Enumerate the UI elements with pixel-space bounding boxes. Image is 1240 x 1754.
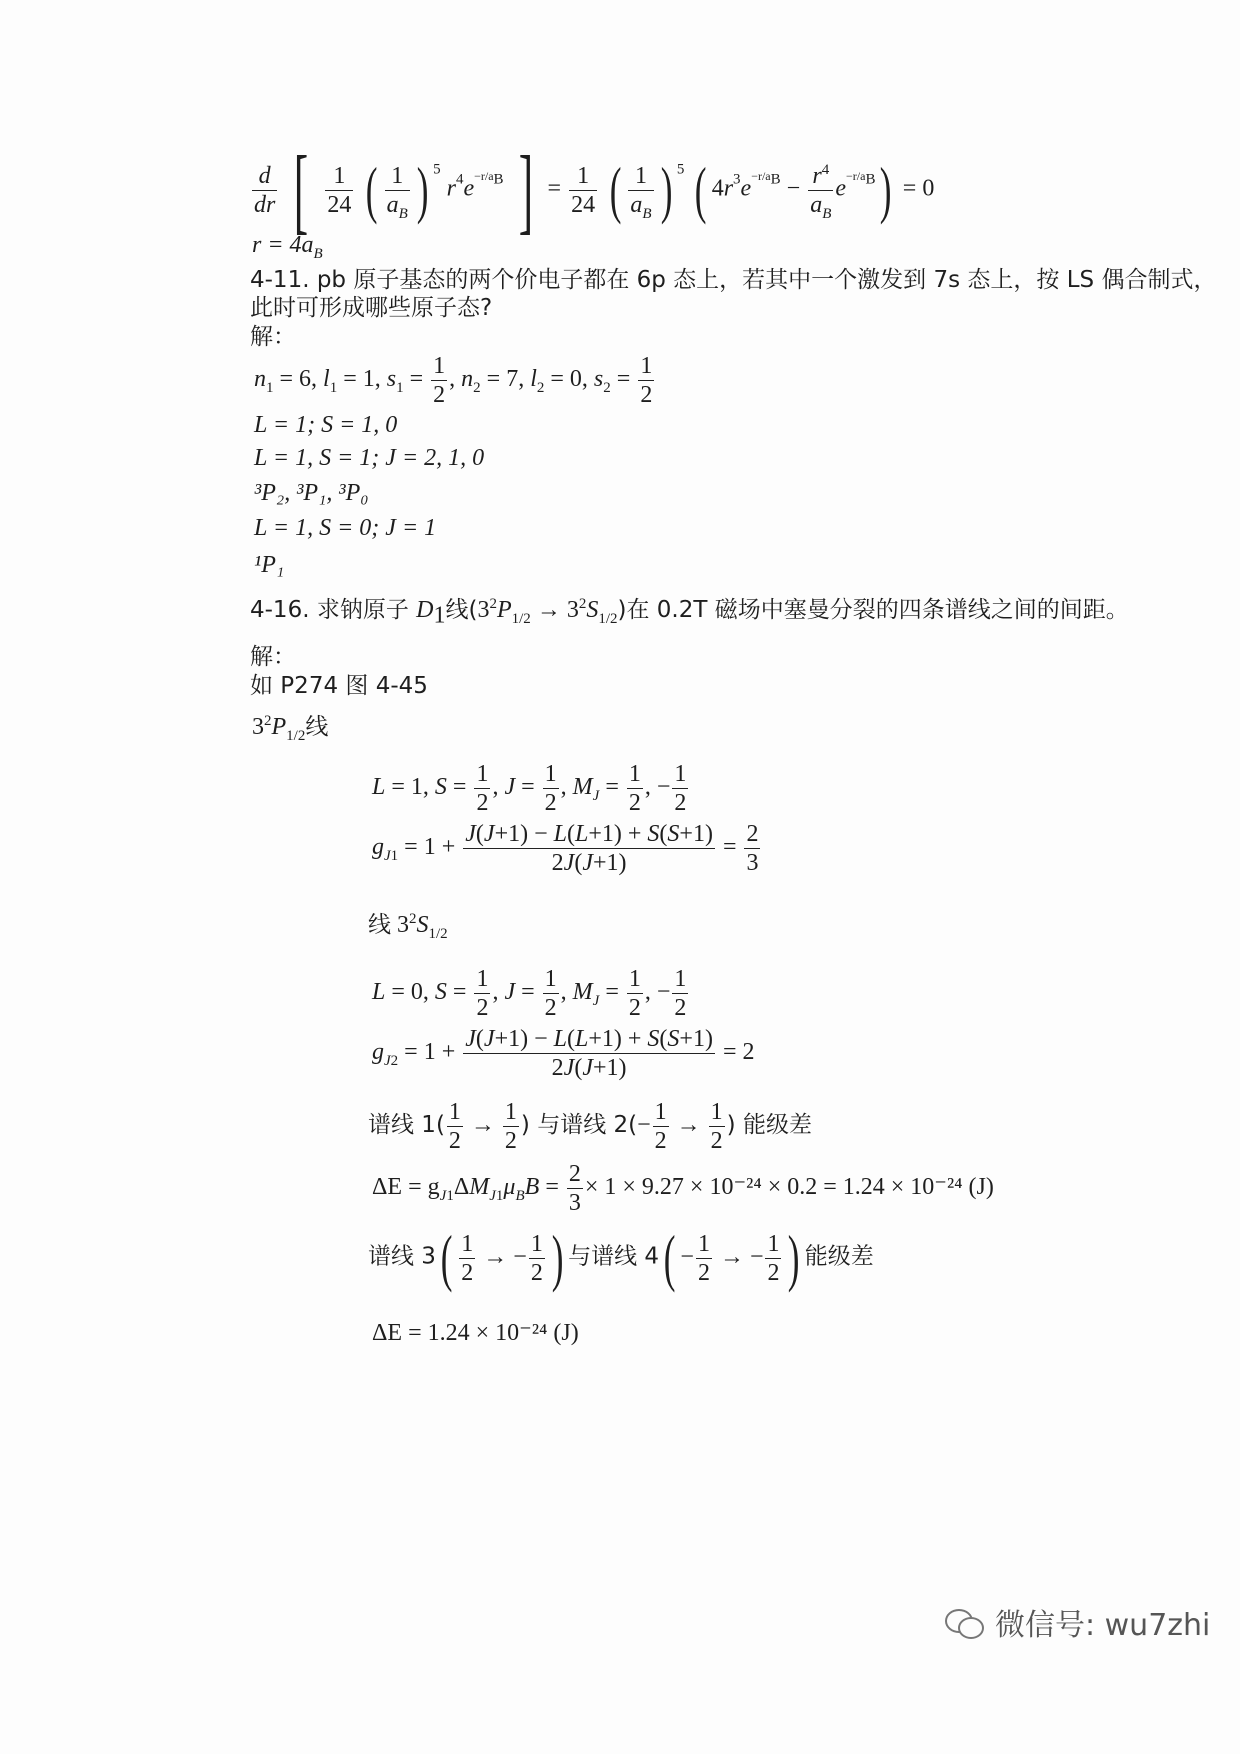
singlet-term: ¹P₁: [254, 552, 285, 578]
ls-line-1: L = 1; S = 1, 0: [254, 412, 398, 438]
p-level-quantum-numbers: L = 1, S = $\frac{1}{2}$ , J = $\frac{1}{2}$ , $M_J$ = $\frac{1}{2}$ , − $\frac{1}{2}$: [372, 761, 687, 816]
watermark: [945, 1600, 1210, 1644]
spectral-lines-1-2: 谱线 1( $\frac{1}{2}$ → $\frac{1}{2}$ ) 与谱线 2(− $\frac{1}{2}$ → $\frac{1}{2}$ ) 能级差: [368, 1099, 812, 1154]
deltaE1-head: ΔE = g: [372, 1174, 440, 1201]
question-4-16: 4-16. 求钠原子 $D_1$线$(3^2P_{1/2} \to 3^2S_{1/2})$在 0.2T 磁场中塞曼分裂的四条谱线之间的间距。: [250, 596, 1129, 629]
ls-line-2: L = 1, S = 1; J = 2, 1, 0: [254, 445, 485, 471]
spec34-b: 与谱线 4: [568, 1243, 660, 1270]
radius-sub: B: [313, 245, 323, 262]
solution-label-2: 解：: [250, 644, 296, 670]
p-level-heading: $3^2P_{1/2}$线: [252, 713, 329, 744]
spectral-lines-3-4: 谱线 3( $\frac{1}{2}$ → − $\frac{1}{2}$ ) 与谱线 4( − $\frac{1}{2}$ → − $\frac{1}{2}$ ) 能级差: [368, 1222, 874, 1293]
g-factor-1: $g_{J1} = 1$ + $\frac{J(J+1) - L(L+1) + S(S+1)}{2J(J+1)}$ = $\frac{2}{3}$: [372, 821, 759, 876]
s-level-heading: 线 $3^2S_{1/2}$: [368, 911, 448, 942]
spec12-b: ) 与谱线 2(: [520, 1112, 638, 1139]
q416-post: )在 0.2T 磁场中塞曼分裂的四条谱线之间的间距。: [617, 597, 1129, 623]
spec34-c: 能级差: [804, 1243, 874, 1270]
watermark-text: 微信号: wu7zhi: [995, 1608, 1211, 1643]
energy-difference-1: $\Delta E = g_{J1}\Delta M_{J1}\mu_BB$ = $\frac{2}{3}$ × 1 × 9.27 × 10⁻²⁴ × 0.2 = 1.24 × 10⁻²⁴ (J): [372, 1161, 994, 1216]
q416-d1: D: [416, 597, 434, 623]
solution-label-1: 解：: [250, 324, 296, 350]
spec12-c: ) 能级差: [726, 1112, 812, 1139]
q416-pre: 4-16. 求钠原子: [250, 597, 409, 623]
radius-result: [252, 230, 323, 260]
s-level-quantum-numbers: L = 0, S = $\frac{1}{2}$ , J = $\frac{1}{2}$ , $M_J$ = $\frac{1}{2}$ , − $\frac{1}{2}$: [372, 966, 687, 1021]
derivative-equation: $\frac{d}{dr}$ [ $\frac{1}{24}$ ( $\frac{1}{a_B}$ ) $^5$ $r^4e^{-r/a_B}$ ] = $\frac{1}{24}$ ( $\frac{1}{a_B}$ ) $^5$ ( $4r^3e^{-r/a_B}$ − $\frac{r^4}{a_B}$ $e^{-r/a_B}) = 0$: [254, 136, 935, 243]
spec34-a: 谱线 3: [368, 1243, 436, 1270]
deltaE1-tail: × 1 × 9.27 × 10⁻²⁴ × 0.2 = 1.24 × 10⁻²⁴ (J): [584, 1174, 994, 1201]
ls-line-3: L = 1, S = 0; J = 1: [254, 515, 437, 541]
energy-difference-2: ΔE = 1.24 × 10⁻²⁴ (J): [372, 1320, 579, 1346]
wechat-icon: [945, 1605, 985, 1639]
question-4-11-line2: 此时可形成哪些原子态?: [250, 295, 493, 321]
spec12-a: 谱线 1(: [368, 1112, 445, 1139]
quantum-numbers: $n_1 = 6$, $l_1 = 1$, $s_1$ = $\frac{1}{2}$ , $n_2 = 7$, $l_2 = 0$, $s_2$ = $\frac{1}{2}$: [254, 353, 653, 408]
figure-reference: 如 P274 图 4-45: [250, 673, 428, 699]
g2-result: = 2: [722, 1039, 755, 1066]
radius-text: r = 4a: [252, 232, 314, 258]
p-level-label: 线: [305, 714, 329, 740]
s-level-label: 线: [368, 912, 391, 938]
triplet-terms: ³P₂, ³P₁, ³P₀: [254, 480, 369, 506]
q416-mid: 线(: [445, 597, 478, 623]
question-4-11-line1: 4-11. pb 原子基态的两个价电子都在 6p 态上，若其中一个激发到 7s 态上，按 LS 偶合制式，: [250, 267, 1217, 293]
g-factor-2: $g_{J2} = 1$ + $\frac{J(J+1) - L(L+1) + S(S+1)}{2J(J+1)}$ = 2: [372, 1026, 755, 1081]
